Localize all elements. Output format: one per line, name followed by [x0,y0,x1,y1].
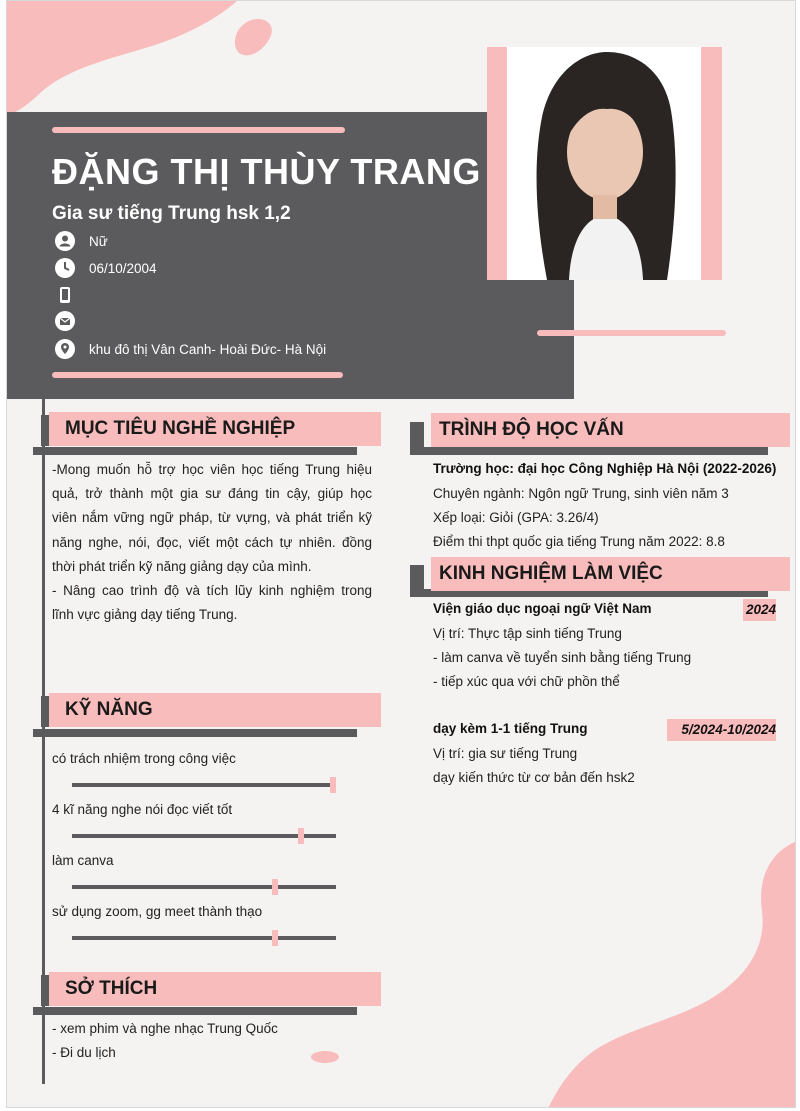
job-detail: - tiếp xúc qua với chữ phồn thể [433,674,620,689]
photo-accent-bar [537,330,726,336]
candidate-name: ĐẶNG THỊ THÙY TRANG [52,151,481,192]
objective-line: thời phát triển kỹ năng giảng dạy của mình. [52,558,312,574]
decor-blob-top-left [7,1,267,116]
skill-level-marker [272,930,278,946]
skill-level-track [72,783,336,787]
skill-label: sử dụng zoom, gg meet thành thạo [52,904,263,919]
objective-line: quả, trở thành một gia sư đáng tin cậy, giúp học [52,486,372,502]
objective-line: -Mong muốn hỗ trợ học viên học tiếng Trung hiệu [52,462,372,477]
hobbies-heading-text: SỞ THÍCH [65,978,158,999]
education-heading [431,413,790,447]
address-text: khu đô thị Vân Canh- Hoài Đức- Hà Nội [89,341,327,357]
objective-line: lĩnh vực giảng dạy tiếng Trung. [52,607,238,623]
experience-heading-text: KINH NGHIỆM LÀM VIỆC [439,563,663,584]
objective-heading-mark [41,415,49,446]
info-address [55,338,326,360]
cv-page [6,0,796,1108]
decor-blob-bottom-right [547,841,796,1108]
gender-text: Nữ [89,233,108,249]
info-gender [55,230,108,252]
clock-icon [55,258,75,278]
info-phone [55,284,89,306]
decor-blob-small [229,17,277,61]
dob-text: 06/10/2004 [89,260,157,276]
job-date: 5/2024-10/2024 [667,719,776,741]
objective-line: năng nghe, nói, đọc, viết một cách tự nhiên. đồng [52,534,372,550]
skills-heading-text: KỸ NĂNG [65,699,153,720]
phone-icon [55,285,75,305]
hobby-item: - Đi du lịch [52,1045,116,1061]
info-dob [55,257,157,279]
skill-level-marker [272,879,278,895]
skill-label: làm canva [52,853,114,868]
profile-photo [507,47,701,280]
job-detail: dạy kiến thức từ cơ bản đến hsk2 [433,770,635,785]
hobbies-list [52,1017,278,1065]
header-accent-top [52,127,345,133]
skills-heading [49,693,381,727]
skill-level-marker [330,777,336,793]
skill-label: 4 kĩ năng nghe nói đọc viết tốt [52,802,233,817]
header-accent-bottom [52,372,343,378]
job-date: 2024 [743,599,776,621]
location-icon [55,339,75,359]
hobbies-heading-shadow [33,1007,357,1015]
objective-heading [49,412,381,446]
education-school: Trường học: đại học Công Nghiệp Hà Nội (2022-2026) [433,461,777,476]
education-heading-shadow [410,447,768,455]
objective-heading-shadow [33,447,357,455]
hobbies-heading-mark [41,975,49,1006]
objective-heading-text: MỤC TIÊU NGHỀ NGHIỆP [65,418,296,439]
education-heading-text: TRÌNH ĐỘ HỌC VẤN [439,419,624,440]
job-org: Viện giáo dục ngoại ngữ Việt Nam [433,601,652,616]
objective-line: viên nắm vững ngữ pháp, từ vựng, và phát triển kỹ [52,510,372,526]
skill-level-track [72,936,336,940]
experience-heading [431,557,790,591]
person-icon [55,231,75,251]
education-detail: Chuyên ngành: Ngôn ngữ Trung, sinh viên năm 3 [433,486,729,501]
job-detail: Vị trí: Thực tập sinh tiếng Trung [433,626,622,641]
job-detail: Vị trí: gia sư tiếng Trung [433,746,578,761]
skill-level-track [72,834,336,838]
job-detail: - làm canva về tuyển sinh bằng tiếng Trung [433,650,692,665]
skill-level-marker [298,828,304,844]
mail-icon [55,311,75,331]
skill-level-track [72,885,336,889]
job-org: dạy kèm 1-1 tiếng Trung [433,721,588,736]
objective-text [52,458,372,627]
education-detail: Xếp loại: Giỏi (GPA: 3.26/4) [433,510,599,525]
education-heading-mark [410,422,424,450]
hobby-item: - xem phim và nghe nhạc Trung Quốc [52,1021,278,1036]
education-detail: Điểm thi thpt quốc gia tiếng Trung năm 2022: 8.8 [433,534,725,549]
hobbies-heading [49,972,381,1006]
skills-heading-shadow [33,729,357,737]
candidate-title: Gia sư tiếng Trung hsk 1,2 [52,203,291,224]
experience-heading-mark [410,565,424,593]
skill-label: có trách nhiệm trong công việc [52,751,236,766]
objective-line: - Nâng cao trình độ và tích lũy kinh nghiệm trong [52,583,372,599]
info-email [55,310,89,332]
skills-heading-mark [41,696,49,727]
photo-frame [487,47,722,280]
decor-blob-bottom-small [310,1049,340,1065]
